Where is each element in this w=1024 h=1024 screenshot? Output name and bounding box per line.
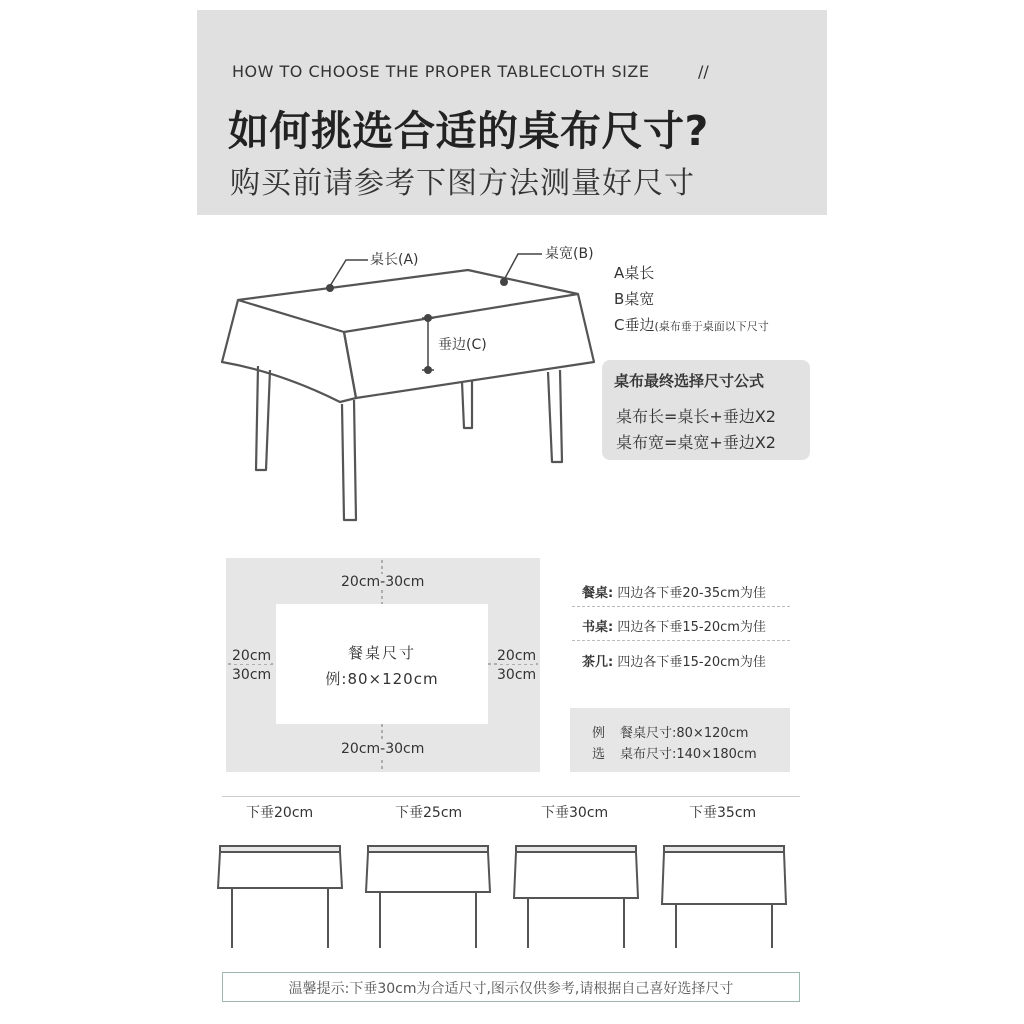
rule-coffee-text: 四边各下垂15-20cm为佳 (617, 655, 766, 670)
example-cloth-size: 桌布尺寸:140×180cm (620, 747, 757, 762)
rule-coffee-name: 茶几: (582, 655, 614, 670)
drop-table-35 (662, 846, 786, 948)
title-slash: // (698, 62, 709, 81)
english-title: HOW TO CHOOSE THE PROPER TABLECLOTH SIZE (232, 62, 650, 81)
rule-dining (582, 582, 766, 601)
label-drop: 垂边(C) (438, 337, 487, 353)
rule-desk-name: 书桌: (582, 620, 614, 635)
legend-c-note: (桌布垂于桌面以下尺寸 (654, 320, 769, 333)
drop-row-divider (222, 796, 800, 797)
dim-right-2: 30cm (497, 667, 537, 683)
dim-left-1: 20cm (232, 648, 272, 664)
chinese-subtitle: 购买前请参考下图方法测量好尺寸 (230, 166, 695, 201)
rule-dining-text: 四边各下垂20-35cm为佳 (617, 586, 766, 601)
drop-illustrations (210, 836, 810, 956)
drop-table-25 (366, 846, 490, 948)
drop-label-20: 下垂20cm (246, 805, 314, 821)
label-table-length: 桌长(A) (370, 252, 419, 268)
drop-label-30: 下垂30cm (541, 805, 609, 821)
drop-table-20 (218, 846, 342, 948)
drop-table-30 (514, 846, 638, 948)
rule-desk-text: 四边各下垂15-20cm为佳 (617, 620, 766, 635)
dim-top: 20cm-30cm (341, 574, 425, 590)
example-label-2: 选 (592, 747, 606, 762)
formula-length: 桌布长=桌长+垂边X2 (616, 407, 776, 426)
legend-c-label: C垂边 (614, 316, 655, 334)
dim-right-1: 20cm (497, 648, 537, 664)
legend-c (614, 314, 769, 335)
rule-desk (582, 616, 766, 635)
formula-title: 桌布最终选择尺寸公式 (614, 372, 765, 390)
rule-dining-name: 餐桌: (582, 586, 614, 601)
rule-divider (572, 640, 790, 641)
dim-bottom: 20cm-30cm (341, 741, 425, 757)
example-table-size: 餐桌尺寸:80×120cm (620, 726, 749, 741)
rule-divider (572, 606, 790, 607)
tip-text: 温馨提示:下垂30cm为合适尺寸,图示仅供参考,请根据自己喜好选择尺寸 (288, 981, 734, 997)
label-table-width: 桌宽(B) (545, 246, 594, 262)
drop-label-25: 下垂25cm (395, 805, 463, 821)
chinese-title: 如何挑选合适的桌布尺寸? (228, 107, 709, 155)
dim-left-2: 30cm (232, 667, 272, 683)
rule-coffee (582, 651, 766, 670)
example-label-1: 例 (592, 726, 606, 741)
formula-width: 桌布宽=桌宽+垂边X2 (616, 433, 776, 452)
table-illustration (210, 240, 610, 530)
drop-label-35: 下垂35cm (689, 805, 757, 821)
inner-example: 例:80×120cm (325, 670, 439, 688)
inner-title: 餐桌尺寸 (347, 644, 416, 662)
legend-a: A桌长 (614, 264, 655, 282)
legend-b: B桌宽 (614, 290, 655, 308)
